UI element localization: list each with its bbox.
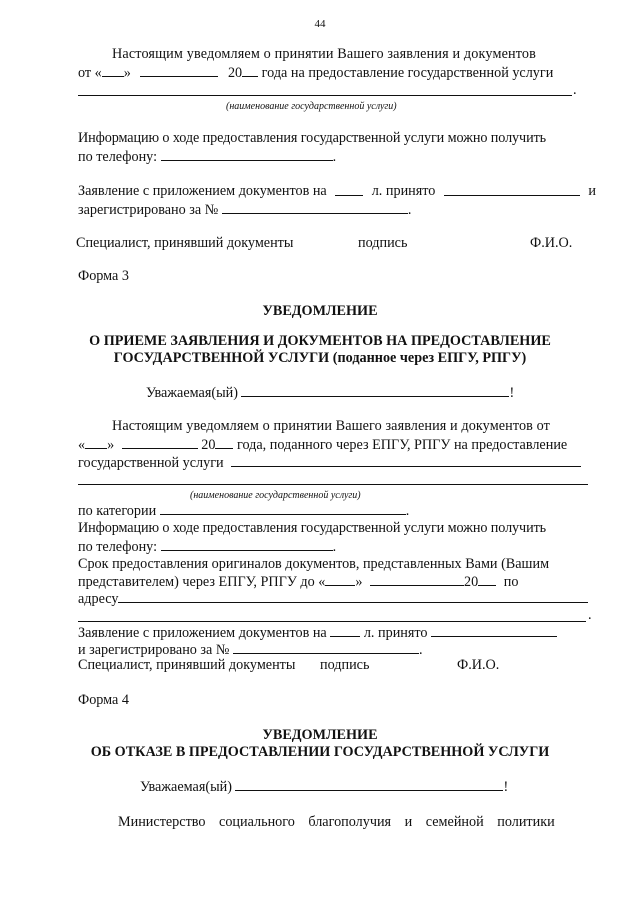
- form3-orig-1: Срок предоставления оригиналов документов, представленных Вами (Вашим: [78, 556, 550, 572]
- registration-number-blank[interactable]: [222, 201, 408, 214]
- year-prefix: 20: [227, 65, 243, 81]
- day-blank[interactable]: [102, 64, 124, 77]
- orig-text: представителем) через ЕПГУ, РПГУ до «: [78, 574, 326, 590]
- day-blank[interactable]: [85, 436, 107, 449]
- signature-specialist: Специалист, принявший документы: [76, 235, 294, 251]
- form3-subtitle-1: О ПРИЕМЕ ЗАЯВЛЕНИЯ И ДОКУМЕНТОВ НА ПРЕДОСТАВЛЕНИЕ: [89, 333, 551, 349]
- page-number: 44: [314, 18, 326, 30]
- form3-p2: [78, 436, 567, 453]
- registration-number-blank[interactable]: [233, 641, 419, 654]
- date-close-quote: »: [123, 65, 131, 81]
- month-blank[interactable]: [140, 64, 218, 77]
- orig-day-blank[interactable]: [325, 573, 355, 586]
- registered-label: зарегистрировано за №: [78, 202, 219, 218]
- address-blank-2[interactable]: [78, 621, 586, 622]
- form3-label: Форма 3: [78, 268, 129, 284]
- addressee-blank[interactable]: [235, 778, 503, 791]
- form3-sig-specialist: Специалист, принявший документы: [78, 657, 296, 673]
- form3-info-2: [78, 538, 336, 555]
- dot: .: [418, 642, 423, 658]
- application-line-2: [78, 201, 411, 218]
- notice-line-2: [78, 64, 553, 81]
- dot: .: [407, 202, 412, 218]
- form3-p2-rest: года, поданного через ЕПГУ, РПГУ на предоставление: [237, 437, 568, 453]
- category-blank[interactable]: [160, 502, 406, 515]
- signature-fio: Ф.И.О.: [530, 235, 573, 251]
- month-blank[interactable]: [122, 436, 198, 449]
- form4-greeting: [140, 778, 508, 795]
- year-blank[interactable]: [215, 436, 233, 449]
- pages-blank[interactable]: [335, 183, 363, 196]
- form3-title: УВЕДОМЛЕНИЕ: [262, 303, 378, 319]
- phone-blank[interactable]: [161, 538, 333, 551]
- exclamation: !: [509, 385, 515, 401]
- addressee-blank[interactable]: [241, 384, 509, 397]
- application-text: Заявление с приложением документов на: [78, 625, 327, 641]
- open-quote: «: [78, 437, 86, 453]
- line-end-dot: .: [573, 82, 577, 98]
- dot: .: [405, 503, 410, 519]
- signature-sign: подпись: [358, 235, 408, 251]
- phone-label: по телефону:: [78, 539, 158, 555]
- service-label: государственной услуги: [78, 455, 224, 471]
- dot: .: [332, 539, 337, 555]
- accepted-label: л. принято: [371, 183, 436, 199]
- accepted-by-blank[interactable]: [444, 183, 580, 196]
- info-line-1: Информацию о ходе предоставления государственной услуги можно получить: [78, 130, 547, 146]
- address-blank[interactable]: [118, 590, 588, 603]
- year-prefix: 20: [201, 437, 216, 453]
- form3-p3: [78, 454, 581, 471]
- form4-subtitle: ОБ ОТКАЗЕ В ПРЕДОСТАВЛЕНИИ ГОСУДАРСТВЕННОЙ УСЛУГИ: [90, 744, 550, 760]
- form4-label: Форма 4: [78, 692, 129, 708]
- form3-greeting: [146, 384, 514, 401]
- year-prefix: 20: [464, 574, 479, 590]
- form3-app-2: [78, 641, 423, 658]
- by-word: по: [503, 574, 519, 590]
- category-label: по категории: [78, 503, 157, 519]
- accepted-label: л. принято: [363, 625, 428, 641]
- form3-category: [78, 502, 409, 519]
- application-text: Заявление с приложением документов на: [78, 183, 327, 199]
- form3-caption: (наименование государственной услуги): [190, 490, 361, 501]
- orig-month-blank[interactable]: [370, 573, 464, 586]
- registered-label: и зарегистрировано за №: [78, 642, 230, 658]
- greeting-label: Уважаемая(ый): [140, 779, 232, 795]
- form4-p1: Министерство социального благополучия и семейной политики: [118, 814, 555, 830]
- phone-blank[interactable]: [161, 148, 333, 161]
- form3-sig-fio: Ф.И.О.: [457, 657, 500, 673]
- form3-orig-2: [78, 573, 518, 590]
- close-quote: »: [107, 437, 115, 453]
- orig-year-blank[interactable]: [478, 573, 496, 586]
- form3-subtitle-2: ГОСУДАРСТВЕННОЙ УСЛУГИ (поданное через ЕПГУ, РПГУ): [113, 350, 527, 366]
- service-blank[interactable]: [231, 454, 581, 467]
- application-line-1: [78, 183, 596, 199]
- phone-label: по телефону:: [78, 149, 158, 165]
- notice-line-2-rest: года на предоставление государственной услуги: [261, 65, 554, 81]
- form3-p1: Настоящим уведомляем о принятии Вашего заявления и документов от: [112, 418, 550, 434]
- form3-address: [78, 590, 588, 607]
- service-name-blank[interactable]: [78, 95, 572, 96]
- greeting-label: Уважаемая(ый): [146, 385, 238, 401]
- service-name-caption: (наименование государственной услуги): [226, 101, 397, 112]
- form4-title: УВЕДОМЛЕНИЕ: [262, 727, 378, 743]
- exclamation: !: [503, 779, 509, 795]
- and-word: и: [588, 183, 596, 199]
- service-name-blank-2[interactable]: [78, 484, 588, 485]
- line-end-dot: .: [588, 607, 592, 623]
- info-line-2: [78, 148, 336, 165]
- address-label: адресу: [78, 591, 119, 607]
- form3-info-1: Информацию о ходе предоставления государственной услуги можно получить: [78, 520, 547, 536]
- notice-line-1: Настоящим уведомляем о принятии Вашего заявления и документов: [112, 46, 537, 62]
- dot: .: [332, 149, 337, 165]
- pages-blank[interactable]: [330, 624, 360, 637]
- close-quote: »: [355, 574, 363, 590]
- form3-app-1: [78, 624, 557, 641]
- date-open-quote: от «: [78, 65, 102, 81]
- year-blank[interactable]: [242, 64, 258, 77]
- accepted-by-blank[interactable]: [431, 624, 557, 637]
- form3-sig-sign: подпись: [320, 657, 370, 673]
